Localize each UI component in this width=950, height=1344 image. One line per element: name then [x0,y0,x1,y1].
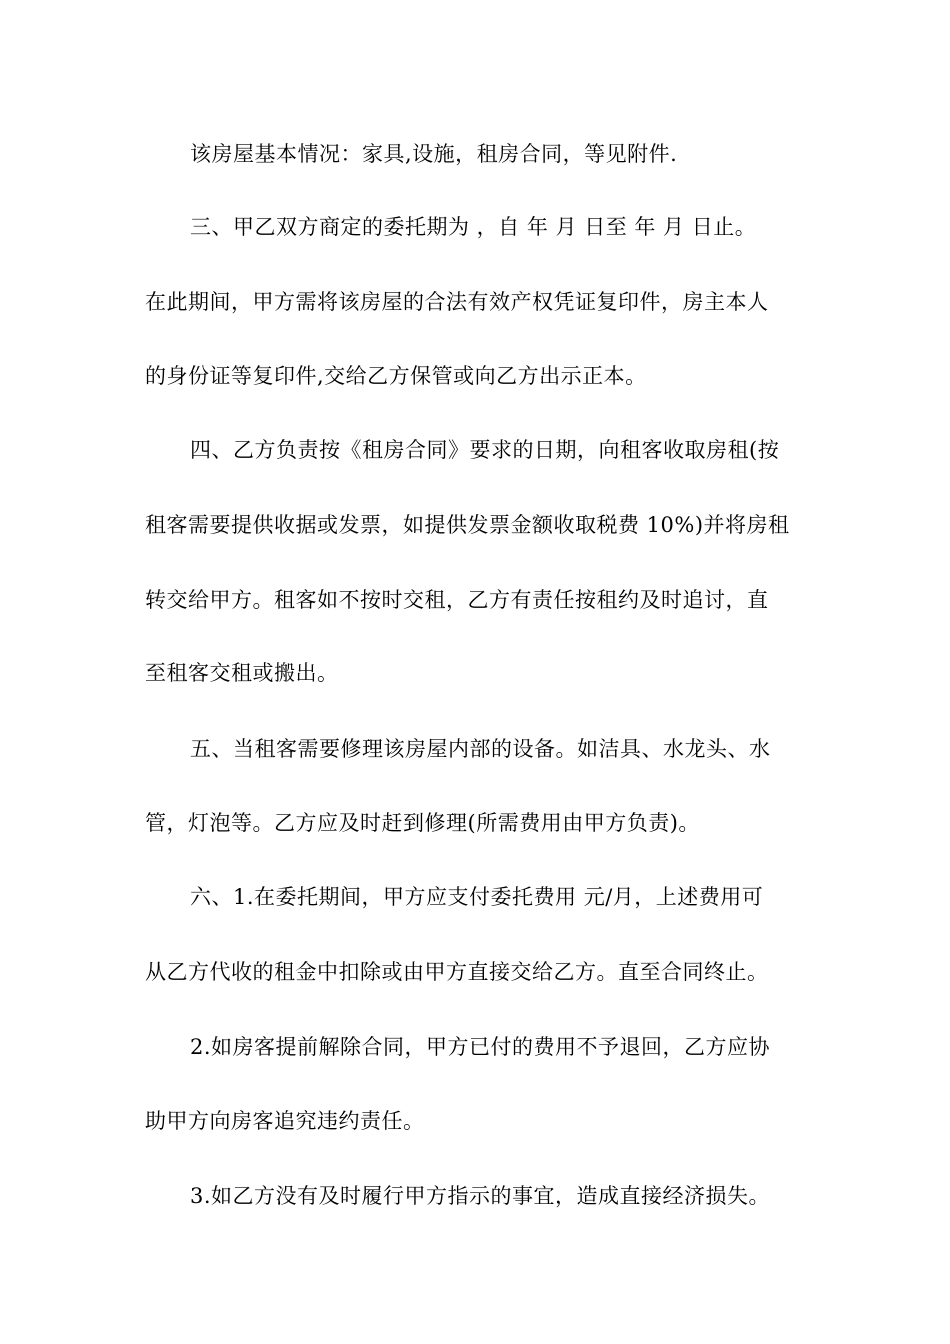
paragraph-line-clause-6-2: 2.如房客提前解除合同，甲方已付的费用不予退回，乙方应协 [190,1035,771,1059]
paragraph-line-clause-6-2-cont: 助甲方向房客追究违约责任。 [145,1109,425,1133]
paragraph-line-clause-4-cont: 转交给甲方。租客如不按时交租，乙方有责任按租约及时追讨，直 [145,588,769,612]
paragraph-line-clause-3: 三、甲乙双方商定的委托期为 ，自 年 月 日至 年 月 日止。 [190,215,757,239]
paragraph-line-clause-4-cont: 租客需要提供收据或发票，如提供发票金额收取税费 10%)并将房租 [145,513,790,537]
paragraph-line-clause-3-cont: 的身份证等复印件,交给乙方保管或向乙方出示正本。 [145,364,647,388]
paragraph-line-clause-6: 六、1.在委托期间，甲方应支付委托费用 元/月，上述费用可 [190,885,764,909]
paragraph-line-clause-4: 四、乙方负责按《租房合同》要求的日期，向租客收取房租(按 [190,438,780,462]
paragraph-line-clause-5-cont: 管，灯泡等。乙方应及时赶到修理(所需费用由甲方负责)。 [145,811,700,835]
paragraph-line-clause-6-3: 3.如乙方没有及时履行甲方指示的事宜，造成直接经济损失。 [190,1184,771,1208]
paragraph-line-clause-5: 五、当租客需要修理该房屋内部的设备。如洁具、水龙头、水 [190,737,771,761]
paragraph-line-clause-3-cont: 在此期间，甲方需将该房屋的合法有效产权凭证复印件，房主本人 [145,290,769,314]
paragraph-line-clause-4-cont: 至租客交租或搬出。 [145,661,339,685]
paragraph-line-clause-6-cont: 从乙方代收的租金中扣除或由甲方直接交给乙方。直至合同终止。 [145,960,769,984]
paragraph-line-basic-info: 该房屋基本情况：家具,设施，租房合同，等见附件. [190,142,678,166]
